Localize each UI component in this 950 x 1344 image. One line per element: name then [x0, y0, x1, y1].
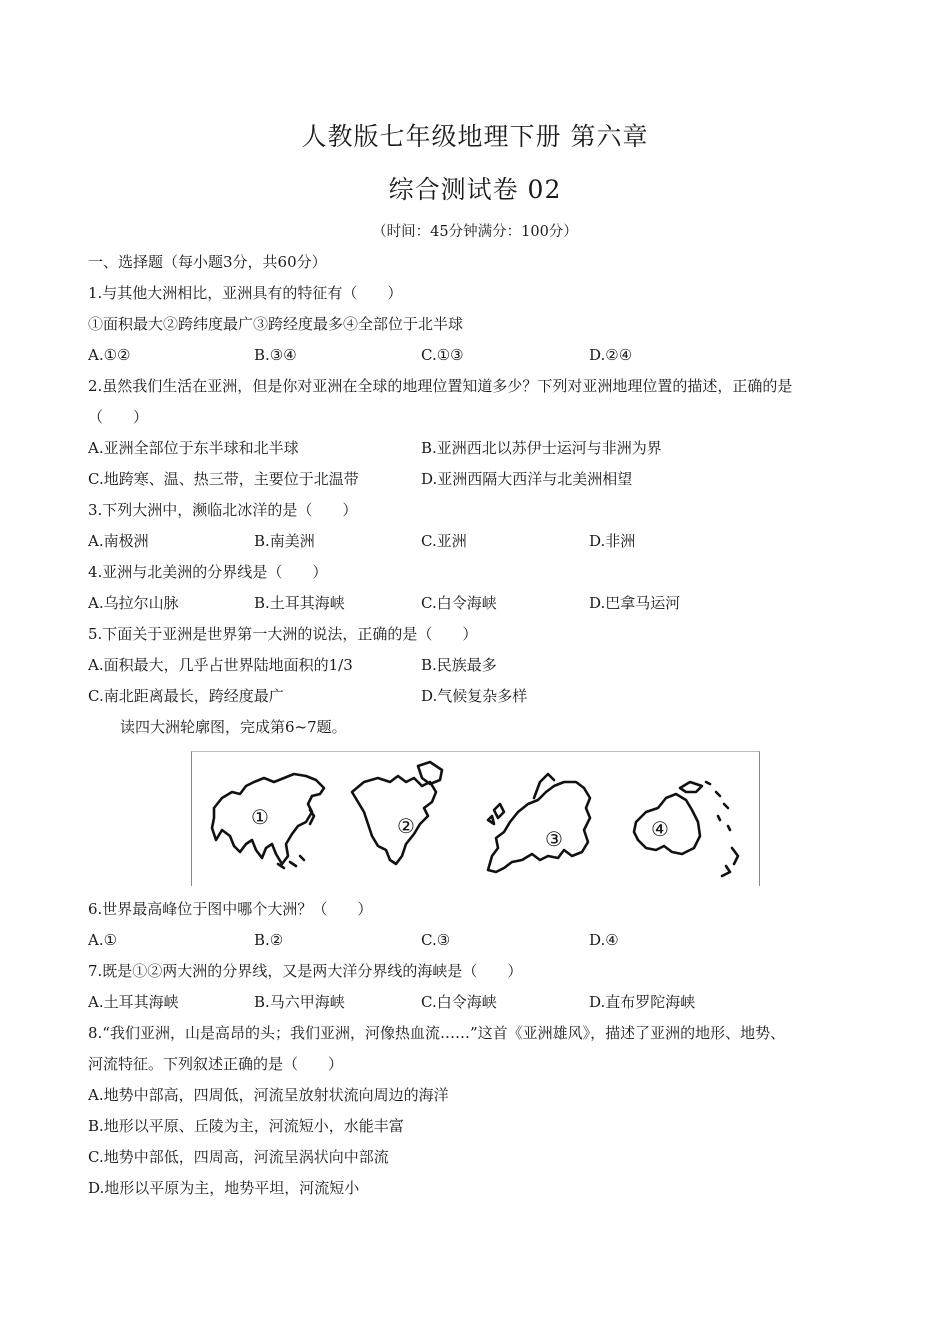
question-8-stem-cont: 河流特征。下列叙述正确的是（ ）	[88, 1055, 344, 1073]
question-5-stem: 5.下面关于亚洲是世界第一大洲的说法，正确的是（ ）	[88, 625, 478, 643]
q7-option-b: B.马六甲海峡	[254, 993, 345, 1011]
q7-option-a: A.土耳其海峡	[88, 993, 179, 1011]
question-8-stem: 8.“我们亚洲，山是高昂的头；我们亚洲，河像热血流……”这首《亚洲雄风》，描述了亚洲的地形、地势、	[88, 1024, 786, 1042]
q1-option-d: D.②④	[589, 346, 633, 364]
question-2-stem: 2.虽然我们生活在亚洲，但是你对亚洲在全球的地理位置知道多少？下列对亚洲地理位置的描述，正确的是	[88, 377, 793, 395]
map-label-3: ③	[545, 827, 563, 851]
q2-option-d: D.亚洲西隔大西洋与北美洲相望	[421, 470, 633, 488]
q1-option-c: C.①③	[421, 346, 464, 364]
q4-option-b: B.土耳其海峡	[254, 594, 345, 612]
q3-option-b: B.南美洲	[254, 532, 315, 550]
q8-option-c: C.地势中部低，四周高，河流呈涡状向中部流	[88, 1148, 389, 1166]
question-1-stem: 1.与其他大洲相比，亚洲具有的特征有（ ）	[88, 284, 403, 302]
q3-option-a: A.南极洲	[88, 532, 149, 550]
q8-option-a: A.地势中部高，四周低，河流呈放射状流向周边的海洋	[88, 1086, 449, 1104]
map-label-4: ④	[651, 817, 669, 841]
pacific-islands	[706, 782, 730, 830]
q8-option-d: D.地形以平原为主，地势平坦，河流短小	[88, 1179, 360, 1197]
time-info: （时间：45分钟满分：100分）	[372, 224, 578, 240]
q8-option-b: B.地形以平原、丘陵为主，河流短小，水能丰富	[88, 1117, 404, 1135]
question-4-stem: 4.亚洲与北美洲的分界线是（ ）	[88, 563, 328, 581]
q2-option-b: B.亚洲西北以苏伊士运河与非洲为界	[421, 439, 662, 457]
q3-option-c: C.亚洲	[421, 532, 467, 550]
question-1-statements: ①面积最大②跨纬度最广③跨经度最多④全部位于北半球	[88, 315, 464, 333]
q2-option-a: A.亚洲全部位于东半球和北半球	[88, 439, 299, 457]
question-6-stem: 6.世界最高峰位于图中哪个大洲？（ ）	[88, 900, 373, 918]
q6-option-c: C.③	[421, 931, 451, 949]
q3-option-d: D.非洲	[589, 532, 636, 550]
new-zealand-outline	[722, 848, 738, 876]
q5-option-b: B.民族最多	[421, 656, 497, 674]
q4-option-a: A.乌拉尔山脉	[88, 594, 179, 612]
question-3-stem: 3.下列大洲中，濒临北冰洋的是（ ）	[88, 501, 358, 519]
europe-outline	[488, 782, 590, 872]
q6-option-b: B.②	[254, 931, 284, 949]
british-isles-outline	[488, 804, 504, 824]
continent-outline-figure	[191, 751, 760, 886]
japan-outline	[310, 810, 314, 824]
q4-option-d: D.巴拿马运河	[589, 594, 681, 612]
q5-option-a: A.面积最大，几乎占世界陆地面积的1/3	[88, 656, 353, 674]
q4-option-c: C.白令海峡	[421, 594, 497, 612]
q6-option-d: D.④	[589, 931, 619, 949]
q1-option-b: B.③④	[254, 346, 297, 364]
q6-option-a: A.①	[88, 931, 118, 949]
q2-option-c: C.地跨寒、温、热三带，主要位于北温带	[88, 470, 359, 488]
page-subtitle: 综合测试卷 02	[388, 175, 562, 204]
section-heading: 一、选择题（每小题3分，共60分）	[88, 253, 327, 271]
map-label-1: ①	[251, 805, 269, 829]
q7-option-d: D.直布罗陀海峡	[589, 993, 696, 1011]
q5-option-c: C.南北距离最长，跨经度最广	[88, 687, 284, 705]
question-2-stem-cont: （ ）	[88, 408, 149, 426]
q7-option-c: C.白令海峡	[421, 993, 497, 1011]
continent-outlines	[192, 752, 759, 886]
q1-option-a: A.①②	[88, 346, 131, 364]
q5-option-d: D.气候复杂多样	[421, 687, 528, 705]
page-title: 人教版七年级地理下册 第六章	[301, 122, 649, 151]
new-guinea-outline	[680, 782, 702, 792]
figure-intro: 读四大洲轮廓图，完成第6~7题。	[120, 718, 347, 736]
map-label-2: ②	[397, 814, 415, 838]
question-7-stem: 7.既是①②两大洲的分界线，又是两大洋分界线的海峡是（ ）	[88, 962, 523, 980]
north-america-outline	[352, 776, 436, 864]
